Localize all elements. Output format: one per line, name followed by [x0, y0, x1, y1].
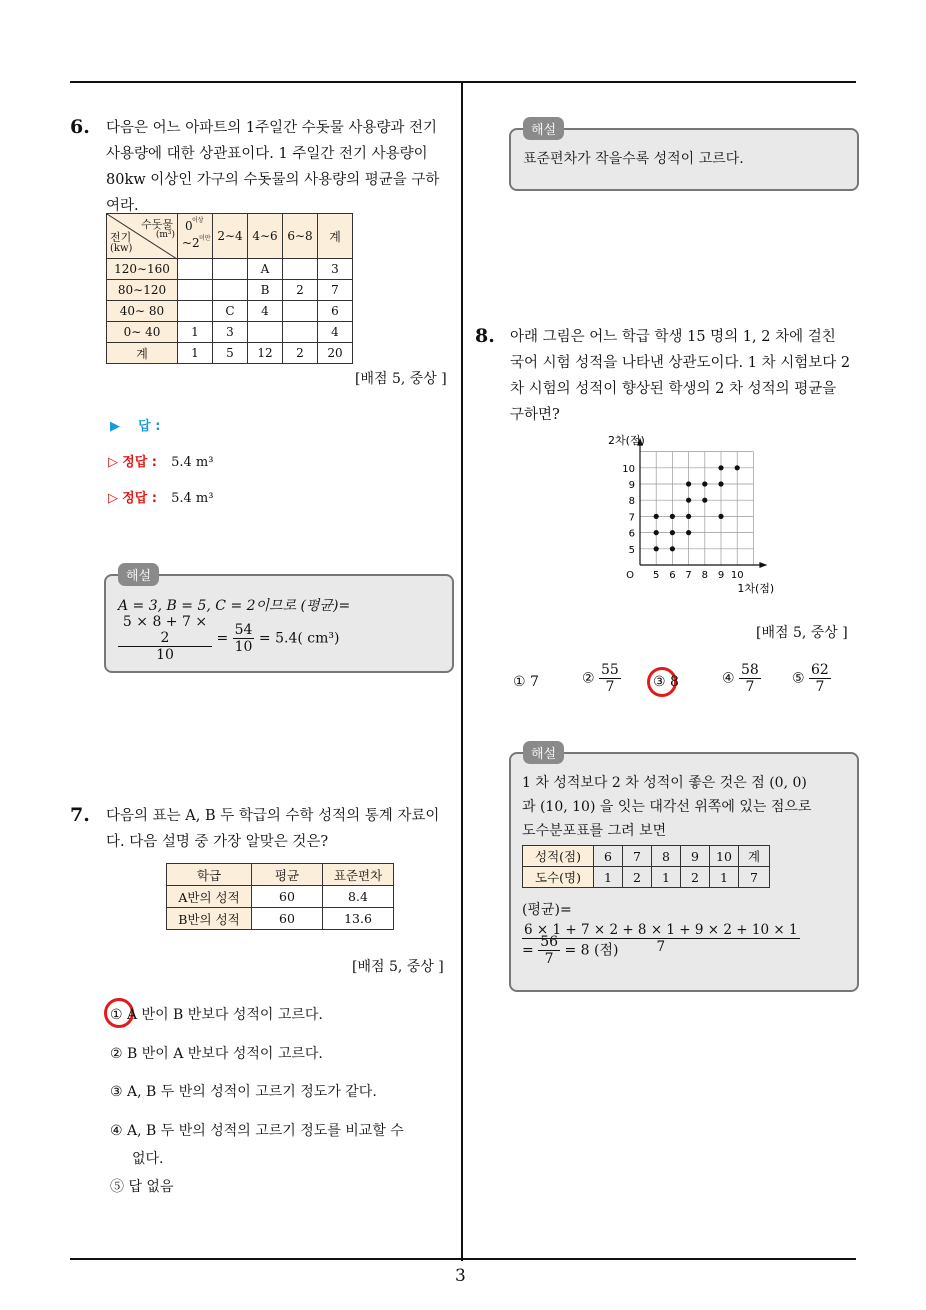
correct-label: 정답 :: [122, 455, 157, 470]
data-point: [686, 530, 691, 535]
y-tick-label: 9: [628, 480, 635, 491]
correct-label: 정답 :: [122, 491, 157, 506]
q7-choice-4[interactable]: ④ A, B 두 반의 성적의 고르기 정도를 비교할 수: [110, 1123, 404, 1139]
table-cell: 13.6: [323, 908, 394, 930]
q8-question: [510, 324, 860, 428]
q6-line: 80kw 이상인 가구의 수돗물의 사용량의 평균을 구하: [106, 172, 440, 188]
table-cell: 6: [318, 301, 353, 322]
y-tick-label: 6: [628, 528, 635, 540]
y-tick-label: 7: [628, 512, 635, 524]
x-axis-label: 1차(점): [737, 582, 775, 595]
table-cell: 7: [739, 867, 770, 888]
data-point: [670, 546, 675, 551]
table-cell: 12: [248, 343, 283, 364]
q7-explanation-text: 표준편차가 작을수록 성적이 고르다.: [523, 151, 744, 167]
table-cell: [178, 301, 213, 322]
table-cell: 8.4: [323, 886, 394, 908]
fraction: $\frac{62}{7}$: [811, 662, 829, 695]
page-number: 3: [455, 1266, 466, 1286]
q7-line: 다. 다음 설명 중 가장 알맞은 것은?: [106, 834, 329, 850]
q8-line: 차 시험의 성적이 향상된 학생의 2 차 성적의 평균을: [510, 381, 837, 397]
table-cell: [283, 322, 318, 343]
q6-answer-row: [110, 415, 160, 434]
q7-choice-4-cont: 없다.: [132, 1151, 164, 1167]
data-point: [718, 465, 723, 470]
column-header: 평균: [252, 864, 323, 886]
table-cell: [178, 259, 213, 280]
q6-score: [배점 5, 중상 ]: [355, 371, 447, 387]
q6-line: 여라.: [106, 198, 139, 214]
row-label: 0∼ 40: [107, 322, 178, 343]
q7-choice-1[interactable]: ① A 반이 B 반보다 성적이 고르다.: [110, 1007, 323, 1023]
column-header: 2∼4: [213, 214, 248, 259]
table-cell: 1: [178, 322, 213, 343]
table-cell: 10: [710, 846, 739, 867]
data-point: [686, 498, 691, 503]
data-point: [654, 546, 659, 551]
triangle-right-icon: ▷: [108, 455, 118, 470]
data-point: [654, 514, 659, 519]
q8-frequency-table: [522, 845, 770, 888]
data-point: [718, 514, 723, 519]
q8-line: 국어 시험 성적을 나타낸 상관도이다. 1 차 시험보다 2: [510, 355, 851, 371]
table-cell: 3: [213, 322, 248, 343]
column-header: 표준편차: [323, 864, 394, 886]
y-tick-label: 10: [622, 463, 635, 475]
table-cell: 4: [248, 301, 283, 322]
fraction: $\frac{6 \times 1 + 7 \times 2 + 8 \times 1 + 9 \times 2 + 10 \times 1}{7}$: [524, 922, 798, 955]
q8-mean-result: = $\frac{56}{7}$ = 8 (점): [522, 934, 619, 967]
table-cell: 20: [318, 343, 353, 364]
table-cell: 1: [594, 867, 623, 888]
correct-value: 5.4 m³: [171, 455, 214, 470]
fraction: $\frac{5 \times 8 + 7 \times 2}{10}$: [118, 614, 212, 663]
row-label: B반의 성적: [167, 908, 252, 930]
q6-line: 다음은 어느 아파트의 1주일간 수돗물 사용량과 전기: [106, 120, 438, 136]
table-cell: 1: [710, 867, 739, 888]
data-point: [670, 530, 675, 535]
q7-score: [배점 5, 중상 ]: [352, 959, 444, 975]
x-tick-label: 6: [669, 570, 676, 581]
q7-choice-2[interactable]: ② B 반이 A 반보다 성적이 고르다.: [110, 1046, 323, 1062]
table-cell: [283, 301, 318, 322]
x-tick-label: 8: [701, 570, 708, 581]
table-cell: A: [248, 259, 283, 280]
column-header: 이상 0 ~2 미만: [178, 214, 213, 259]
fraction: $\frac{55}{7}$: [601, 662, 619, 695]
column-header: 학급: [167, 864, 252, 886]
table-cell: [283, 259, 318, 280]
q7-number: 7.: [70, 804, 90, 826]
data-point: [735, 465, 740, 470]
q8-explanation-tag: 해설: [523, 741, 564, 764]
row-label: 성적(점): [523, 846, 594, 867]
q8-explanation-text: 1 차 성적보다 2 차 성적이 좋은 것은 점 (0, 0) 과 (10, 10) 을 잇는 대각선 위쪽에 있는 점으로 도수분포표를 그려 보면: [522, 775, 812, 839]
data-point: [654, 530, 659, 535]
row-label: 40∼ 80: [107, 301, 178, 322]
table-cell: 60: [252, 908, 323, 930]
correct-value: 5.4 m³: [171, 491, 214, 506]
q8-choice-5[interactable]: ⑤ $\frac{62}{7}$: [792, 662, 829, 695]
q8-number: 8.: [475, 325, 495, 347]
table-cell: [213, 280, 248, 301]
q6-explanation-text: A = 3, B = 5, C = 2이므로 (평균)= $\frac{5 \times 8 + 7 \times 2}{10}$ = $\frac{54}{10}$ = 5.4( cm³): [118, 598, 351, 663]
x-tick-label: 5: [653, 570, 660, 581]
table-cell: B: [248, 280, 283, 301]
column-header: 6∼8: [283, 214, 318, 259]
q8-scatter-plot: [600, 432, 775, 600]
data-point: [702, 498, 707, 503]
data-point: [702, 481, 707, 486]
q6-correlation-table: [106, 213, 353, 364]
table-cell: 5: [213, 343, 248, 364]
y-axis-label: 2차(점): [608, 434, 645, 447]
x-axis-arrow: [759, 562, 767, 568]
data-point: [686, 514, 691, 519]
column-header: 4∼6: [248, 214, 283, 259]
table-cell: 9: [681, 846, 710, 867]
q7-line: 다음의 표는 A, B 두 학급의 수학 성적의 통계 자료이: [106, 808, 440, 824]
x-tick-label: 10: [730, 570, 744, 581]
x-tick-label: 9: [717, 570, 725, 581]
q8-line: 아래 그림은 어느 학급 학생 15 명의 1, 2 차에 걸친: [510, 329, 836, 345]
q8-choice-4[interactable]: ④ $\frac{58}{7}$: [722, 662, 759, 695]
table-cell: 3: [318, 259, 353, 280]
fraction: $\frac{56}{7}$: [540, 934, 559, 967]
table-cell: 7: [623, 846, 652, 867]
table-cell: 8: [652, 846, 681, 867]
table-cell: [248, 322, 283, 343]
play-icon: ▶: [110, 419, 120, 434]
data-point: [686, 481, 691, 486]
table-cell: 2: [283, 343, 318, 364]
q6-explanation-tag: 해설: [118, 563, 159, 586]
answer-label: 답 :: [138, 419, 161, 434]
column-divider: [461, 81, 463, 1261]
q7-explanation-tag: 해설: [523, 117, 564, 140]
column-header: 계: [318, 214, 353, 259]
row-label: 도수(명): [523, 867, 594, 888]
table-cell: 2: [623, 867, 652, 888]
table-cell: 1: [178, 343, 213, 364]
table-cell: 7: [318, 280, 353, 301]
table-cell: 60: [252, 886, 323, 908]
y-tick-label: 8: [628, 496, 635, 508]
q8-mean-formula: (평균)= $\frac{6 \times 1 + 7 \times 2 + 8 \times 1 + 9 \times 2 + 10 \times 1}{7}$: [522, 902, 798, 955]
q8-score: [배점 5, 중상 ]: [756, 625, 848, 641]
table-cell: 6: [594, 846, 623, 867]
table-cell: 4: [318, 322, 353, 343]
data-point: [718, 481, 723, 486]
bottom-rule: [70, 1258, 856, 1260]
table-corner: 수돗물 (m³) 전기 (kw): [107, 214, 178, 259]
q8-choice-3[interactable]: ③ 8: [653, 674, 679, 690]
table-cell: 1: [652, 867, 681, 888]
top-rule: [70, 81, 856, 83]
row-label: 120∼160: [107, 259, 178, 280]
data-point: [670, 514, 675, 519]
fraction: $\frac{54}{10}$: [234, 622, 253, 655]
triangle-right-icon: ▷: [108, 491, 118, 506]
y-tick-label: 5: [628, 544, 635, 556]
row-label: A반의 성적: [167, 886, 252, 908]
table-cell: C: [213, 301, 248, 322]
x-tick-label: 7: [685, 570, 692, 581]
q6-number: 6.: [70, 116, 90, 138]
q7-choice-3[interactable]: ③ A, B 두 반의 성적이 고르기 정도가 같다.: [110, 1084, 377, 1100]
table-cell: 2: [681, 867, 710, 888]
q8-choice-1[interactable]: ① 7: [513, 674, 539, 690]
q8-choice-2[interactable]: ② $\frac{55}{7}$: [582, 662, 619, 695]
table-cell: [213, 259, 248, 280]
row-label: 계: [107, 343, 178, 364]
q6-line: 사용량에 대한 상관표이다. 1 주일간 전기 사용량이: [106, 146, 428, 162]
q6-correct-row-2: [108, 487, 213, 506]
q6-correct-row: [108, 451, 213, 470]
table-cell: [178, 280, 213, 301]
fraction: $\frac{58}{7}$: [741, 662, 759, 695]
table-cell: 2: [283, 280, 318, 301]
q6-question: [106, 115, 456, 219]
q7-question: [106, 803, 456, 855]
table-cell: 계: [739, 846, 770, 867]
origin-label: O: [626, 570, 634, 581]
q7-stats-table: [166, 863, 394, 930]
q8-line: 구하면?: [510, 407, 560, 423]
q7-choice-5[interactable]: ⑤ 답 없음: [110, 1179, 174, 1195]
row-label: 80∼120: [107, 280, 178, 301]
